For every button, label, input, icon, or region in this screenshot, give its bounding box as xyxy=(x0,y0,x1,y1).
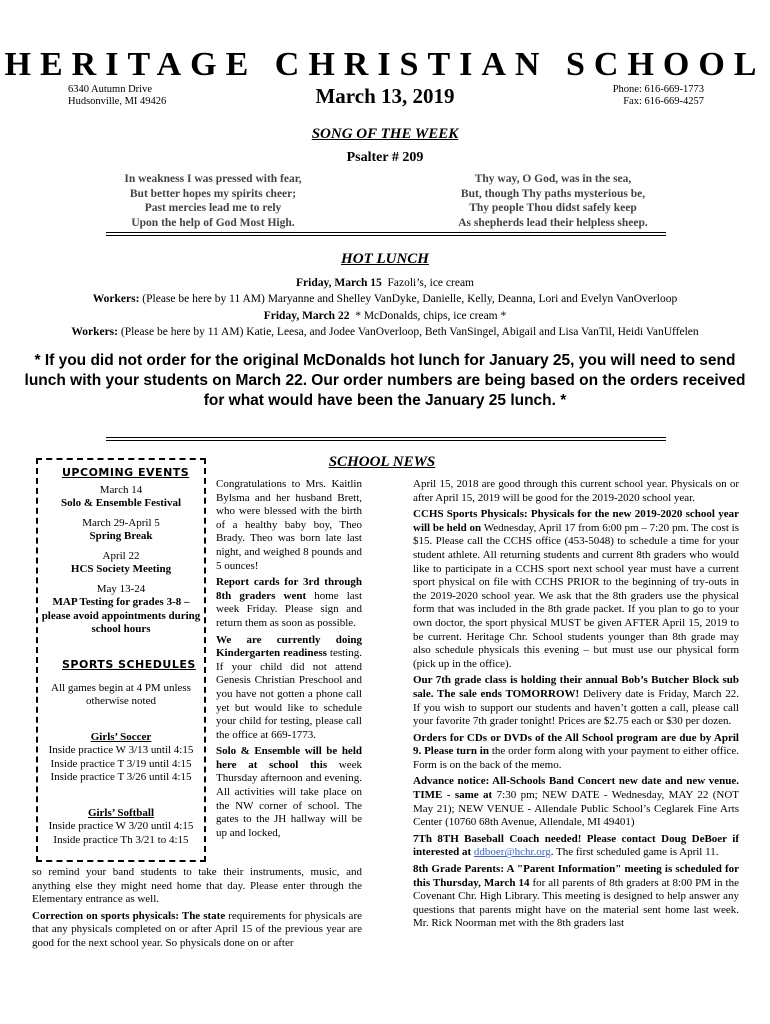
hot-lunch-title: HOT LUNCH xyxy=(341,251,429,267)
sports-note: All games begin at 4 PM unless otherwise noted xyxy=(51,681,191,707)
practice-line: Inside practice T 3/19 until 4:15 xyxy=(50,757,192,770)
school-contact xyxy=(613,84,704,108)
fax-number: Fax: 616-669-4257 xyxy=(623,96,704,107)
psalter-number: Psalter # 209 xyxy=(346,150,424,165)
workers-list: (Please be here by 11 AM) Maryanne and Shelley VanDyke, Danielle, Kelly, Deanna, Lori and Evelyn VanOverloop xyxy=(142,293,678,305)
event-date: March 14 xyxy=(99,483,143,496)
stanza-line: But better hopes my spirits cheer; xyxy=(129,187,297,200)
band-heading: Advance notice: All-Schools Band Concert new date and new venue. TIME - same at xyxy=(413,775,739,802)
butcher-text: Delivery date is Friday, March 22. If you wish to support our students and haven’t gotten a call, please call your favorite 7th grader tonight! Prices are $2.75 each or $30 per dozen. xyxy=(413,687,740,728)
report-cards-item xyxy=(216,576,362,630)
coach-text: . The first scheduled game is April 11. xyxy=(550,846,719,859)
parents-heading: 8th Grade Parents: A "Parent Information" meeting is scheduled for this Thursday, March 14 xyxy=(413,863,739,889)
congrats-text: Congratulations to Mrs. Kaitlin Bylsma and her husband Brett, who were blessed with the birth of a healthy baby boy, Theo Brady. Theo was born late last night, and weighed 8 pounds and 5 ounces! xyxy=(216,478,362,572)
report-cards-text: home last week Friday. Please sign and return them as soon as possible. xyxy=(216,589,363,629)
butcher-heading: Our 7th grade class is holding their annual Bob’s Butcher Block sub sale. The sale ends TOMORROW! xyxy=(413,674,739,700)
lunch-day-2 xyxy=(0,308,770,325)
upcoming-events-title: UPCOMING EVENTS xyxy=(62,466,190,479)
parents-item xyxy=(413,863,739,931)
solo-text: week Thursday afternoon and evening. All activities will take place on the NW corner of school. The gates to the JH hallway will be up and locked, xyxy=(216,758,363,839)
sports-schedules xyxy=(40,658,202,847)
band-item xyxy=(413,775,739,829)
solo-item xyxy=(216,745,362,840)
lunch-date: Friday, March 22 xyxy=(263,310,350,322)
stanza-line: Past mercies lead me to rely xyxy=(144,202,282,214)
practice-line: Inside practice Th 3/21 to 4:15 xyxy=(53,833,189,846)
stanza-left xyxy=(98,172,328,230)
cchs-heading: CCHS Sports Physicals: Physicals for the new 2019-2020 school year will be held on xyxy=(413,508,739,534)
stanza-line: But, though Thy paths mysterious be, xyxy=(460,187,646,200)
cd-item xyxy=(413,732,739,773)
news-right-column xyxy=(413,478,739,934)
cd-heading: Orders for CDs or DVDs of the All School program are due by April 9. Please turn in xyxy=(413,731,739,758)
stanza-line: Upon the help of God Most High. xyxy=(131,216,295,229)
news-left-bottom xyxy=(32,866,362,954)
physicals-item xyxy=(32,910,362,951)
lunch-menu: Fazoli’s, ice cream xyxy=(387,277,474,289)
butcher-item xyxy=(413,674,739,728)
solo-heading: Solo & Ensemble will be held here at school this xyxy=(216,745,362,771)
address-line-1: 6340 Autumn Drive xyxy=(68,84,152,95)
practice-line: Inside practice W 3/13 until 4:15 xyxy=(48,744,194,756)
event-name: HCS Society Meeting xyxy=(70,563,172,575)
lunch-day-1 xyxy=(0,275,770,292)
stanza-right xyxy=(438,172,668,230)
coach-email-link[interactable]: ddboer@hchr.org xyxy=(473,846,551,859)
event-date: April 22 xyxy=(102,549,140,562)
school-news-title: SCHOOL NEWS xyxy=(328,454,436,470)
lunch-menu: * McDonalds, chips, ice cream * xyxy=(355,310,507,322)
stanza-line: Thy people Thou didst safely keep xyxy=(469,202,637,214)
stanza-line: Thy way, O God, was in the sea, xyxy=(474,173,632,185)
event-name: Solo & Ensemble Festival xyxy=(60,497,182,509)
congrats-item xyxy=(216,478,362,573)
practice-line: Inside practice W 3/20 until 4:15 xyxy=(48,820,194,832)
divider xyxy=(106,437,666,441)
practice-line: Inside practice T 3/26 until 4:15 xyxy=(50,771,192,783)
stanza-line: In weakness I was pressed with fear, xyxy=(124,173,302,185)
news-middle-column xyxy=(216,478,362,843)
softball-title: Girls’ Softball xyxy=(87,806,155,819)
kindergarten-item xyxy=(216,634,362,743)
sports-schedules-title: SPORTS SCHEDULES xyxy=(62,658,196,671)
kindergarten-heading: We are currently doing Kindergarten readiness xyxy=(216,633,362,660)
event-name: Spring Break xyxy=(89,530,153,542)
kindergarten-text: testing. If your child did not attend Genesis Christian Preschool and you have not gotten a phone call yet but would like to schedule your child for testing, please call the office at 669-1773. xyxy=(216,647,362,741)
newsletter-date: March 13, 2019 xyxy=(315,84,455,108)
song-of-week-title: SONG OF THE WEEK xyxy=(311,126,459,142)
event-date: May 13-24 xyxy=(96,582,146,595)
address-line-2: Hudsonville, MI 49426 xyxy=(68,96,167,107)
physicals-continued: April 15, 2018 are good through this current school year. Physicals on or after April 15, 2019 will be good for the 2019-2020 school year. xyxy=(413,478,739,504)
solo-continued: so remind your band students to take their instruments, music, and anything else they might need home that day. Please enter through the Elementary entrance as well. xyxy=(32,866,362,906)
report-cards-heading: Report cards for 3rd through 8th graders went xyxy=(216,576,362,602)
phone-number: Phone: 616-669-1773 xyxy=(612,84,704,95)
workers-label: Workers: xyxy=(71,326,118,338)
physicals-heading: Correction on sports physicals: The state xyxy=(32,909,226,922)
physicals-text: requirements for physicals are that any physicals completed on or after April 15 of the previous year are good for the next school year. So physicals done on or after xyxy=(32,909,362,949)
mcdonalds-notice: * If you did not order for the original McDonalds hot lunch for January 25, you will need to send lunch with your students on March 22. Our order numbers are being based on the orders received for what would have been the January 25 lunch. * xyxy=(24,352,746,409)
band-text: 7:30 pm; NEW DATE - Wednesday, MAY 22 (NOT May 21); NEW VENUE - Allendale Public School’s Ceglarek Fine Arts Center (10760 68th Avenue, Allendale, MI 49401) xyxy=(413,789,740,829)
upcoming-events xyxy=(40,466,202,637)
event-name: MAP Testing for grades 3-8 – please avoid appointments during school hours xyxy=(41,596,201,635)
coach-heading: 7Th 8TH Baseball Coach needed! Please contact Doug DeBoer if interested at xyxy=(413,832,739,859)
lunch-workers-2 xyxy=(0,324,770,341)
lunch-date: Friday, March 15 xyxy=(296,277,382,289)
workers-label: Workers: xyxy=(92,293,140,305)
cchs-item xyxy=(413,508,739,671)
cchs-text: Wednesday, April 17 from 6:00 pm – 7:20 pm. The cost is $15. Please call the CCHS office (453-5048) to schedule a time for your student athlete. All returning students and current 8th graders who would like to participate in a CCHS sport next school year must have a current sport physical on file with CCHS PRIOR to the beginning of try-outs in the 2019-2020 school year. We ask that the 8th graders use the physical form that was included in the 8th grade packet. If you plan to go to your own doctor, the sport physical MUST be given AFTER April 15, 2019 to be current. Heritage Chr. School students younger than 8th grade may also schedule physicals this evening – but must use our physical form (pick up in the office). xyxy=(413,521,739,670)
cd-text: the order form along with your payment to either office. Form is on the back of the memo. xyxy=(413,745,740,771)
parents-text: for all parents of 8th graders at 8:00 PM in the Covenant Chr. High Library. This meeting is designed to help answer any questions that parents might have on the material sent home last week. Mr. Rick Noorman met with the 8th graders last xyxy=(413,876,739,930)
divider xyxy=(106,232,666,236)
stanza-line: As shepherds lead their helpless sheep. xyxy=(458,216,648,229)
school-name: HERITAGE CHRISTIAN SCHOOL xyxy=(4,46,766,83)
lunch-workers-1 xyxy=(0,291,770,308)
workers-list: (Please be here by 11 AM) Katie, Leesa, and Jodee VanOverloop, Beth VanSingel, Abigail and Lisa VanTil, Heidi VanUffelen xyxy=(120,326,699,338)
coach-item xyxy=(413,833,739,860)
soccer-title: Girls’ Soccer xyxy=(90,730,152,743)
event-date: March 29-April 5 xyxy=(82,516,160,529)
